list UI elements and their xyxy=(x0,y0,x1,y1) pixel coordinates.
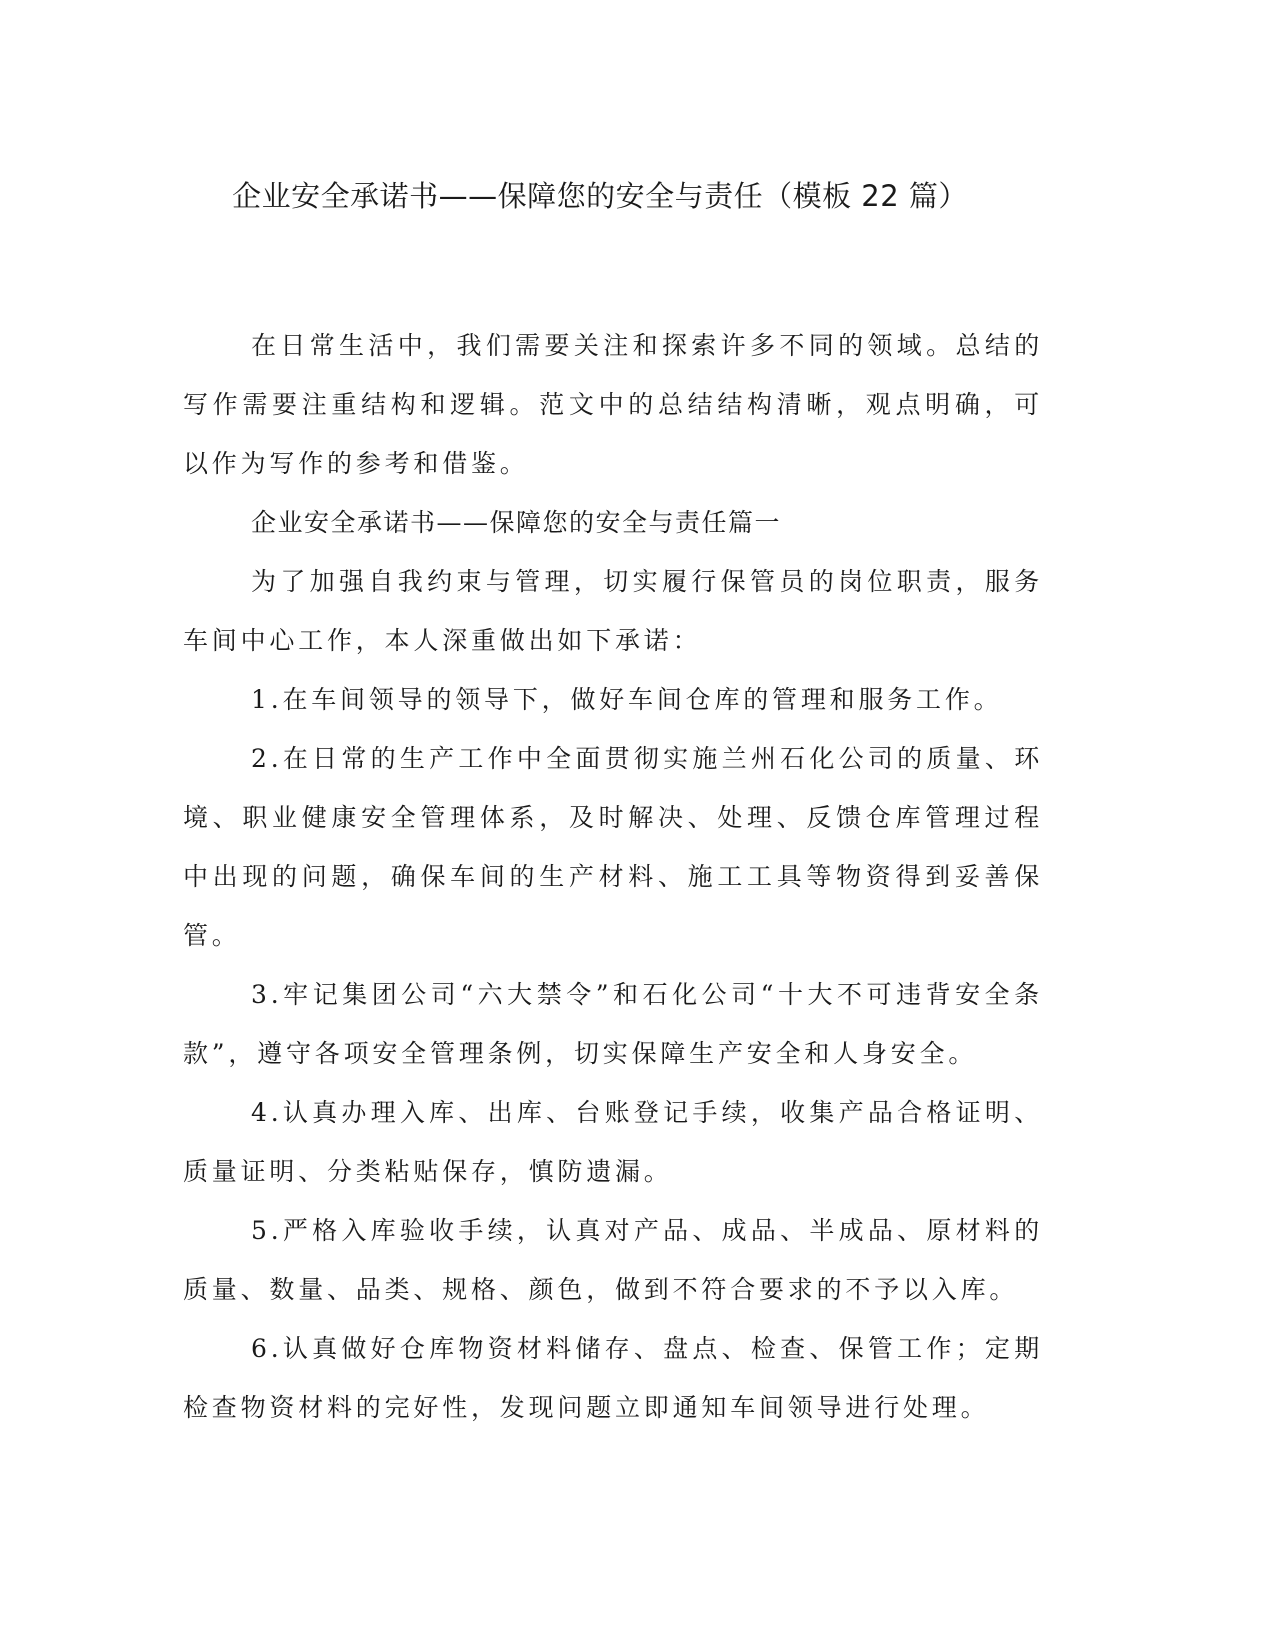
document-body xyxy=(183,316,1043,1437)
section-heading: 企业安全承诺书——保障您的安全与责任篇一 xyxy=(251,508,782,537)
commitment-item-2: 2.在日常的生产工作中全面贯彻实施兰州石化公司的质量、环境、职业健康安全管理体系，及时解决、处理、反馈仓库管理过程中出现的问题，确保车间的生产材料、施工工具等物资得到妥善保管。 xyxy=(183,744,1043,950)
commitment-item-5: 5.严格入库验收手续，认真对产品、成品、半成品、原材料的质量、数量、品类、规格、颜色，做到不符合要求的不予以入库。 xyxy=(183,1216,1043,1304)
commitment-item-1: 1.在车间领导的领导下，做好车间仓库的管理和服务工作。 xyxy=(251,685,1003,714)
commitment-intro: 为了加强自我约束与管理，切实履行保管员的岗位职责，服务车间中心工作，本人深重做出如下承诺： xyxy=(183,567,1043,655)
document-title: 企业安全承诺书——保障您的安全与责任（模板 22 篇） xyxy=(232,179,968,213)
commitment-item-3: 3.牢记集团公司“六大禁令”和石化公司“十大不可违背安全条款”，遵守各项安全管理条例，切实保障生产安全和人身安全。 xyxy=(183,980,1043,1068)
commitment-item-4: 4.认真办理入库、出库、台账登记手续，收集产品合格证明、质量证明、分类粘贴保存，慎防遗漏。 xyxy=(183,1098,1043,1186)
commitment-item-6: 6.认真做好仓库物资材料储存、盘点、检查、保管工作；定期检查物资材料的完好性，发现问题立即通知车间领导进行处理。 xyxy=(183,1334,1043,1422)
intro-paragraph: 在日常生活中，我们需要关注和探索许多不同的领域。总结的写作需要注重结构和逻辑。范文中的总结结构清晰，观点明确，可以作为写作的参考和借鉴。 xyxy=(183,331,1043,478)
